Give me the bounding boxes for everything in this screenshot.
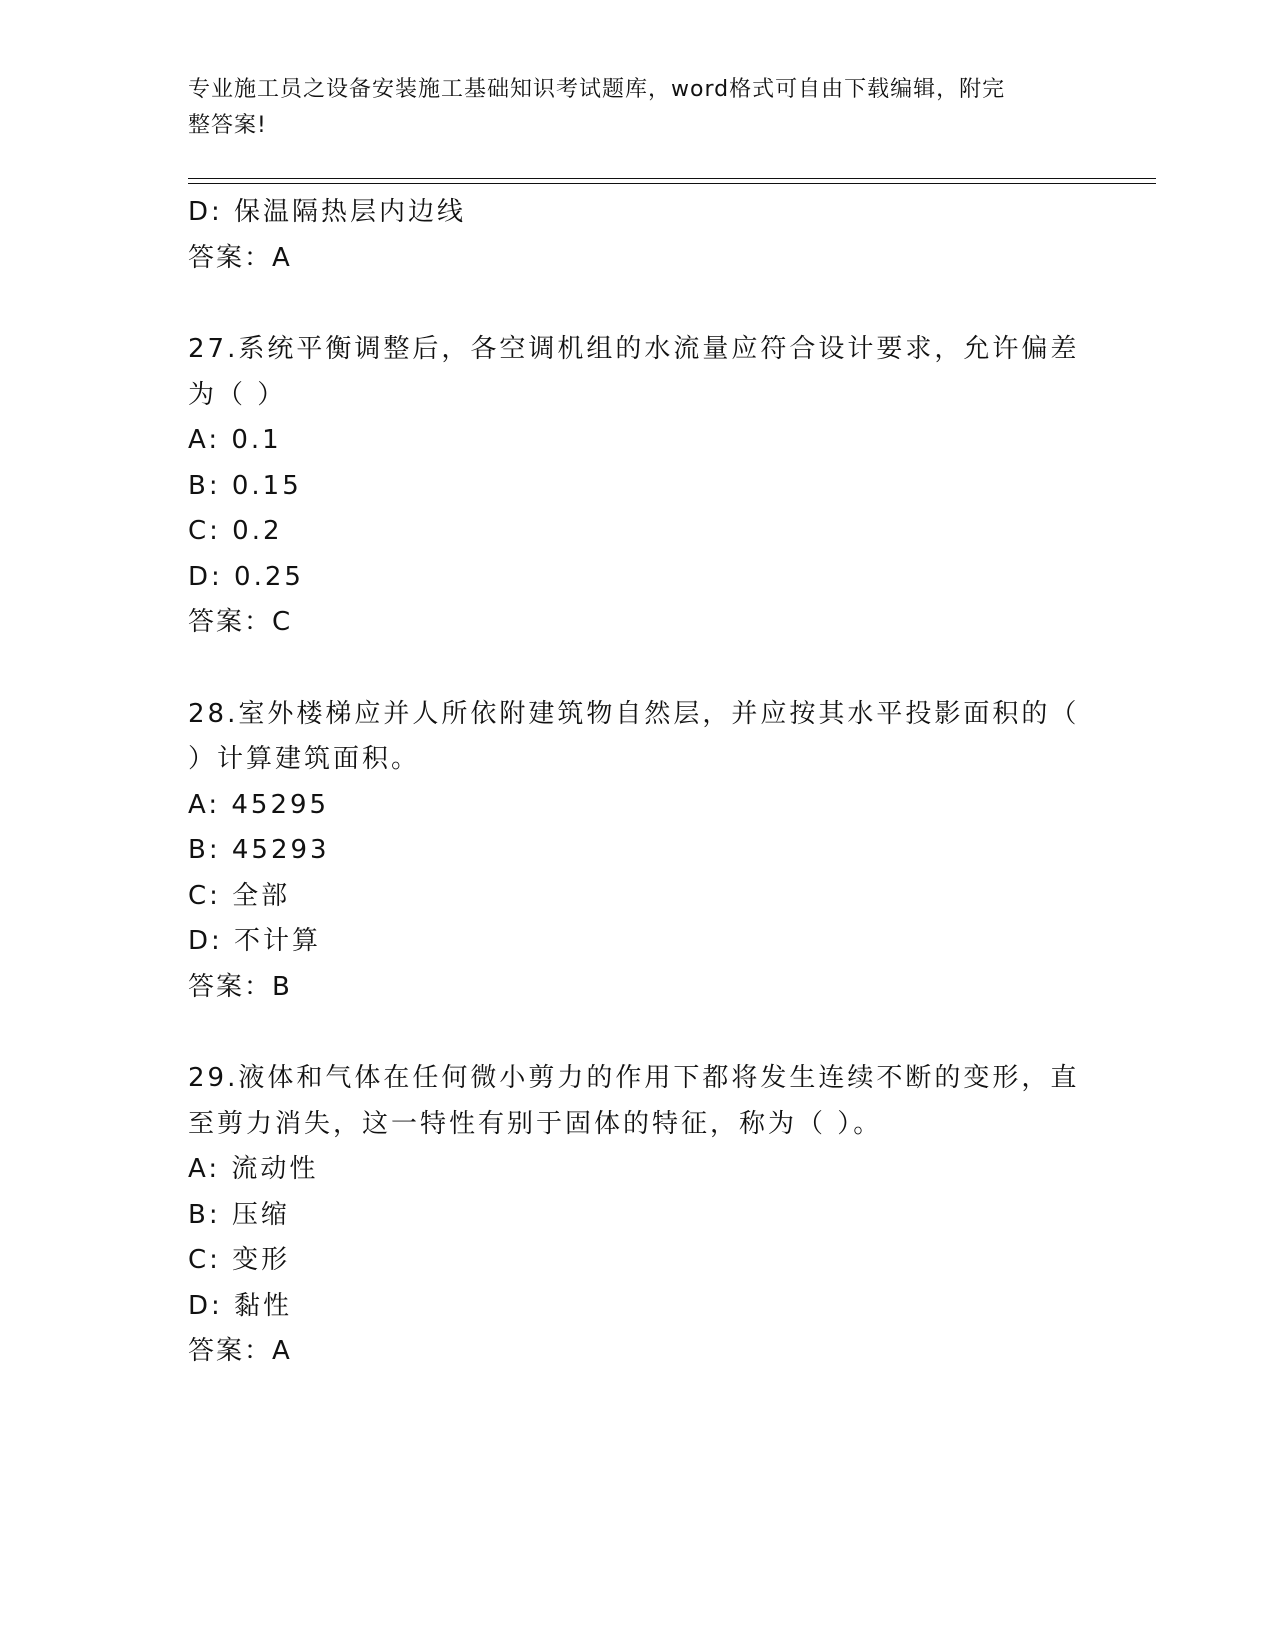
spacer: [188, 646, 1088, 692]
header-title-line-2: 整答案!: [188, 113, 267, 138]
header-divider-top: [188, 178, 1156, 179]
option-a: A: 45295: [188, 789, 330, 820]
option-c: C: 变形: [188, 1245, 291, 1275]
answer: 答案：A: [188, 1336, 292, 1366]
question-list: [188, 190, 1088, 1375]
option-b: B: 压缩: [188, 1199, 290, 1230]
answer: 答案：A: [188, 242, 292, 273]
question-stem-line: ）计算建筑面积。: [188, 744, 421, 774]
question-27: [188, 327, 1088, 646]
question-stem-line: 为（ ）: [188, 379, 287, 410]
question-28: [188, 692, 1088, 1011]
option-c: C: 全部: [188, 880, 291, 911]
option-d: D: 0.25: [188, 561, 304, 592]
option-a: A: 流动性: [188, 1154, 319, 1184]
question-stem-line: 至剪力消失，这一特性有别于固体的特征，称为（ ）。: [188, 1108, 883, 1139]
option-a: A: 0.1: [188, 425, 282, 455]
header-title-line-1: 专业施工员之设备安装施工基础知识考试题库，word格式可自由下载编辑，附完: [188, 77, 1006, 102]
answer: 答案：B: [188, 971, 292, 1002]
option-d: D: 黏性: [188, 1290, 293, 1321]
spacer: [188, 281, 1088, 327]
document-header: [188, 72, 1068, 144]
header-divider-bottom: [188, 183, 1156, 184]
question-stem-line: 28.室外楼梯应并人所依附建筑物自然层，并应按其水平投影面积的（: [188, 698, 1080, 729]
question-stem-line: 29.液体和气体在任何微小剪力的作用下都将发生连续不断的变形，直: [188, 1063, 1080, 1093]
option-b: B: 0.15: [188, 470, 302, 501]
option-b: B: 45293: [188, 835, 330, 865]
spacer: [188, 1010, 1088, 1056]
option-d: D: 不计算: [188, 926, 322, 956]
option-d: D: 保温隔热层内边线: [188, 197, 467, 227]
carryover-block: [188, 190, 1088, 281]
answer: 答案：C: [188, 607, 293, 637]
question-29: [188, 1056, 1088, 1375]
question-stem-line: 27.系统平衡调整后，各空调机组的水流量应符合设计要求，允许偏差: [188, 334, 1080, 364]
option-c: C: 0.2: [188, 516, 283, 546]
